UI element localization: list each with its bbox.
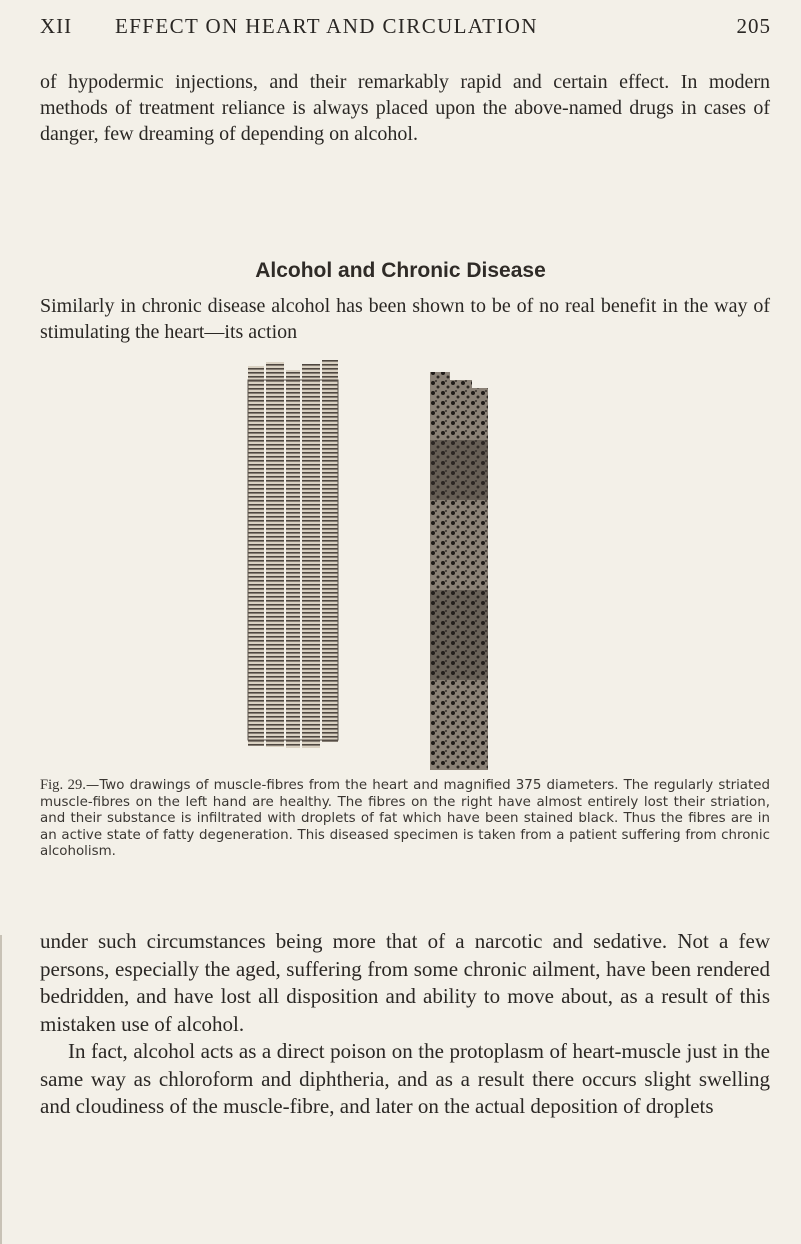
diseased-fibres-drawing bbox=[430, 372, 488, 770]
healthy-fibre bbox=[266, 362, 284, 747]
paragraph-4: In fact, alcohol acts as a direct poison on the protoplasm of heart-muscle just in the same way as chloroform and diphtheria, and as a result there occurs slight swelling and cloudiness of the muscle-fibre, and later on the actual deposition of droplets bbox=[40, 1039, 770, 1118]
muscle-fibre-figure bbox=[230, 340, 580, 770]
healthy-fibre bbox=[302, 364, 320, 748]
figure-label: Fig. 29. bbox=[40, 777, 86, 793]
healthy-fibres-drawing bbox=[248, 360, 338, 748]
page-number: 205 bbox=[736, 14, 771, 38]
figure-caption-text: —Two drawings of muscle-fibres from the heart and magnified 375 diameters. The regularly striated muscle-fibres on the left hand are healthy. The fibres on the right have almost entirely lost their striation, and their substance is infiltrated with droplets of fat which have been stained black. Thus the fibres are in an active state of fatty degeneration. This diseased specimen is taken from a patient suffering from chronic alcoholism. bbox=[40, 778, 770, 860]
paragraph-1: of hypodermic injections, and their remarkably rapid and certain effect. In modern methods of treatment reliance is always placed upon the above-named drugs in cases of danger, few dreaming of depending on alcohol. bbox=[40, 71, 770, 145]
healthy-fibre bbox=[286, 370, 300, 748]
figure-caption bbox=[40, 777, 770, 861]
page-number-left: XII bbox=[40, 14, 73, 38]
diseased-fibre bbox=[450, 380, 472, 770]
section-heading: Alcohol and Chronic Disease bbox=[255, 259, 546, 282]
paragraph-3: under such circumstances being more that of a narcotic and sedative. Not a few persons, especially the aged, suffering from some chronic ailment, have been rendered bedridden, and have lost all disposition and ability to move about, as a result of this mistaken use of alcohol. bbox=[40, 929, 770, 1036]
healthy-fibre bbox=[322, 360, 338, 742]
healthy-fibre bbox=[248, 366, 264, 746]
running-title: EFFECT ON HEART AND CIRCULATION bbox=[115, 14, 538, 38]
page-edge-shadow bbox=[0, 935, 2, 1244]
diseased-fibre bbox=[430, 372, 450, 770]
muscle-fibre-drawings bbox=[230, 340, 580, 770]
paragraph-2: Similarly in chronic disease alcohol has been shown to be of no real benefit in the way of stimulating the heart—its action bbox=[40, 295, 770, 343]
